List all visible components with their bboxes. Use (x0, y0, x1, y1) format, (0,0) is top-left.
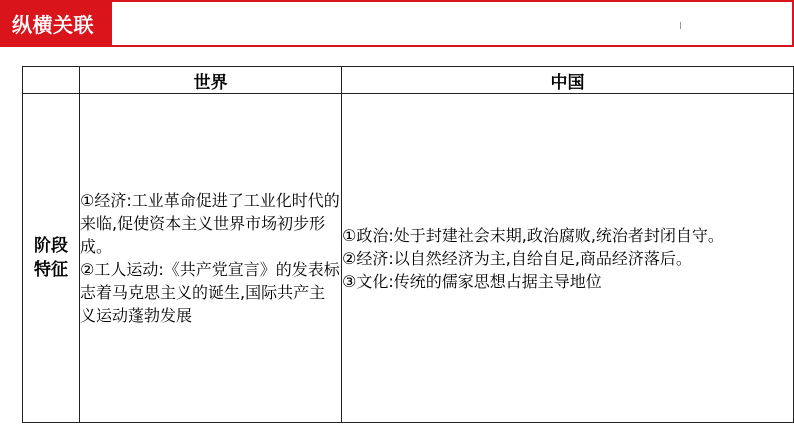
section-title: 纵横关联 (0, 0, 112, 47)
header-rule (112, 0, 794, 47)
header-empty-cell (23, 67, 80, 94)
china-item-culture: ③文化:传统的儒家思想占据主导地位 (342, 271, 602, 291)
table-header-row (23, 67, 794, 94)
china-item-politics: ①政治:处于封建社会末期,政治腐败,统治者封闭自守。 (342, 225, 724, 245)
row-label-stage-features (23, 94, 80, 423)
world-cell (80, 94, 342, 423)
world-item-economy: ①经济:工业革命促进了工业化时代的来临,促使资本主义世界市场初步形成。 (80, 191, 340, 256)
header-tick-mark (680, 22, 681, 29)
row-label-line-2: 特征 (34, 260, 68, 280)
china-cell (342, 94, 794, 423)
header-world: 世界 (80, 67, 342, 94)
china-item-economy: ②经济:以自然经济为主,自给自足,商品经济落后。 (342, 248, 692, 268)
world-item-labor: ②工人运动:《共产党宣言》的发表标志着马克思主义的诞生,国际共产主义运动蓬勃发展 (80, 260, 340, 325)
section-header (0, 0, 794, 48)
row-label-line-1: 阶段 (34, 236, 68, 256)
header-china: 中国 (342, 67, 794, 94)
table-row (23, 94, 794, 423)
comparison-table (22, 66, 794, 423)
